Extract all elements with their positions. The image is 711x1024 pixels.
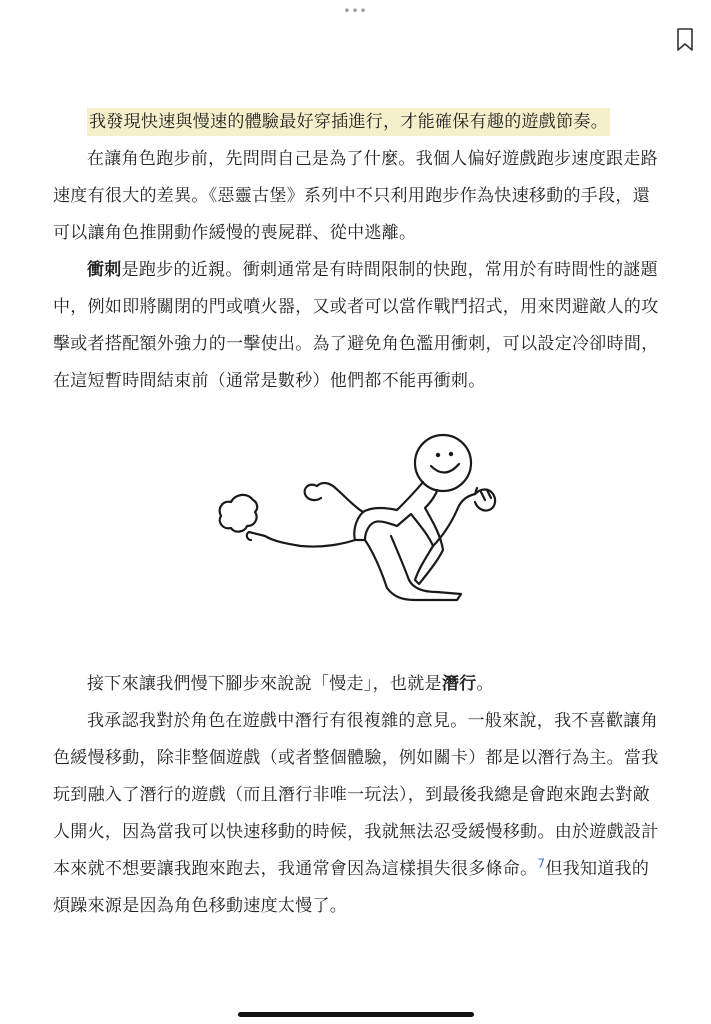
- paragraph-highlighted: [53, 104, 659, 141]
- highlighted-text[interactable]: 我發現快速與慢速的體驗最好穿插進行，才能確保有趣的遊戲節奏。: [87, 108, 610, 136]
- stealth-intro-text: 接下來讓我們慢下腳步來說說「慢走」，也就是: [87, 674, 442, 694]
- bold-term-stealth: 潛行: [441, 674, 477, 694]
- text-block-bottom: [53, 666, 659, 925]
- paragraph-dash: [53, 252, 659, 400]
- text-block-top: [53, 104, 659, 400]
- paragraph-stealth-intro: [53, 666, 659, 703]
- bookmark-icon[interactable]: [675, 27, 695, 53]
- paragraph-running: 在讓角色跑步前，先問問自己是為了什麼。我個人偏好遊戲跑步速度跟走路速度有很大的差異。《惡靈古堡》系列中不只利用跑步作為快速移動的手段，還可以讓角色推開動作緩慢的喪屍群、從中逃離。: [53, 149, 658, 243]
- bold-term-dash: 衝刺: [87, 260, 122, 280]
- footnote-link[interactable]: 7: [537, 856, 546, 871]
- home-indicator[interactable]: [238, 1012, 474, 1017]
- paragraph-dash-text: 是跑步的近親。衝刺通常是有時間限制的快跑，常用於有時間性的謎題中，例如即將關閉的門或噴火器，又或者可以當作戰鬥招式，用來閃避敵人的攻擊或者搭配額外強力的一擊使出。為了避免角色濫用衝刺，可以設定冷卻時間，在這短暫時間結束前（通常是數秒）他們都不能再衝刺。: [53, 260, 659, 391]
- stealth-opinion-end: 但我知道我的煩躁來源是因為角色移動速度太慢了。: [53, 859, 650, 916]
- stealth-opinion-text: 我承認我對於角色在遊戲中潛行有很複雜的意見。一般來說，我不喜歡讓角色緩慢移動，除非整個遊戲（或者整個體驗，例如關卡）都是以潛行為主。當我玩到融入了潛行的遊戲（而且潛行非唯一玩法），到最後我總是會跑來跑去對敵人開火，因為當我可以快速移動的時候，我就無法忍受緩慢移動。由於遊戲設計本來就不想要讓我跑來跑去，我通常會因為這樣損失很多條命。: [53, 711, 659, 879]
- paragraph-stealth-opinion: [53, 703, 659, 925]
- more-options-icon[interactable]: •••: [343, 4, 368, 18]
- stealth-intro-end: 。: [476, 674, 494, 694]
- running-stick-figure-illustration: [205, 428, 505, 618]
